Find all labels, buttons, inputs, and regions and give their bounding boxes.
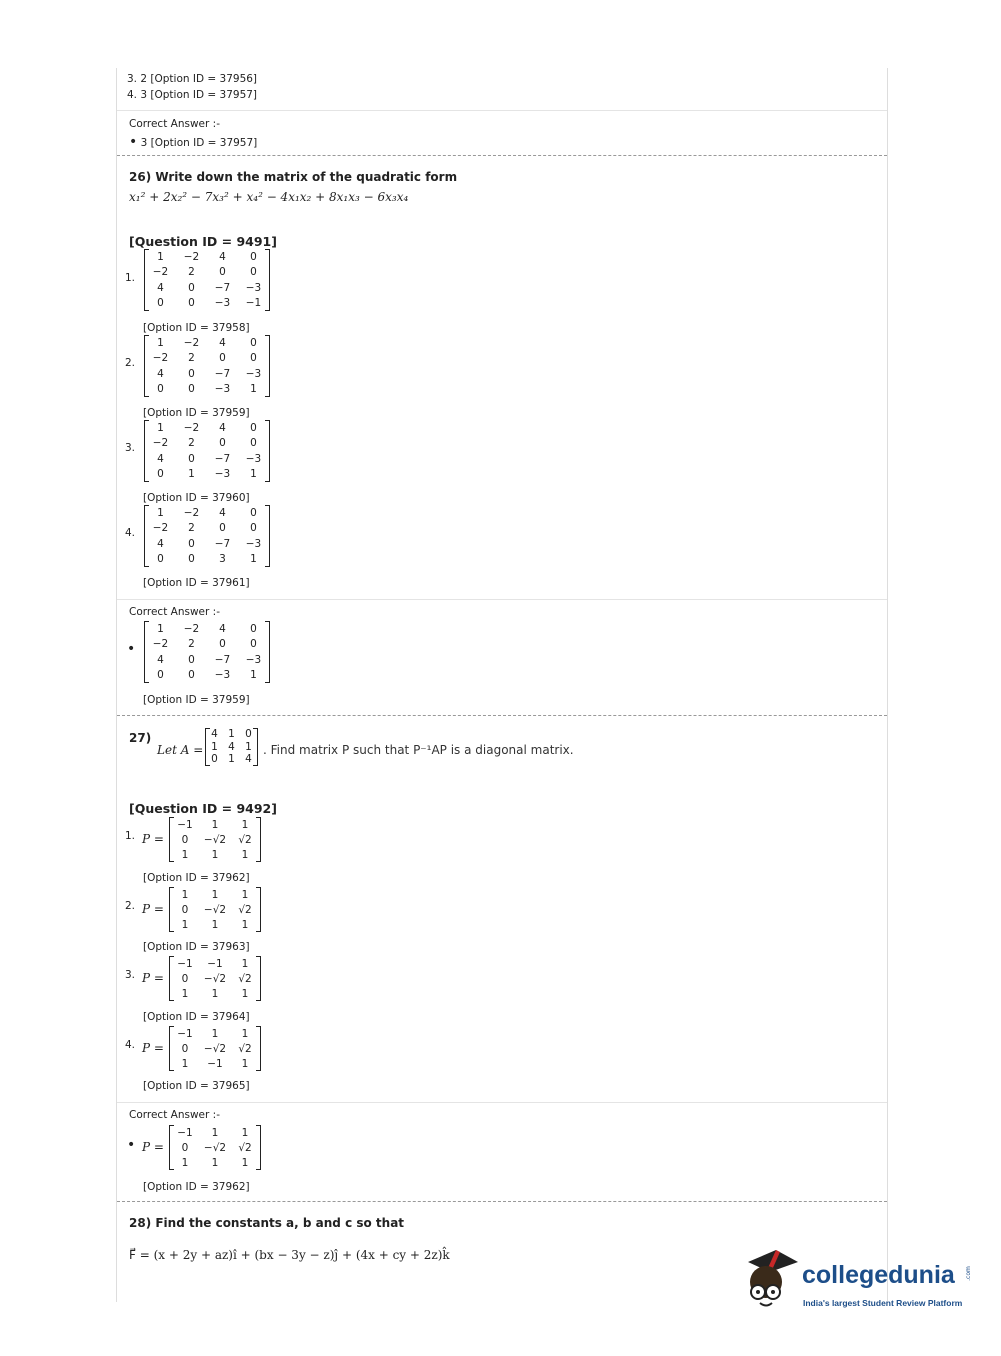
matrix-cell: 4 <box>219 336 226 349</box>
matrix-cell: −√2 <box>203 972 227 985</box>
matrix-row <box>170 1056 260 1071</box>
correct-answer-label: Correct Answer :- <box>129 606 220 618</box>
correct-answer: • 3 [Option ID = 37957] <box>129 134 258 150</box>
question-number: 27) <box>129 731 152 745</box>
matrix-cell: 1 <box>241 818 249 831</box>
matrix-cell: 4 <box>157 452 164 465</box>
matrix-cell: 0 <box>219 522 226 535</box>
matrix-cell: −1 <box>177 1126 193 1139</box>
matrix-cell: 0 <box>188 367 195 380</box>
option-id: [Option ID = 37964] <box>143 1011 250 1023</box>
matrix-cell: 1 <box>250 383 257 396</box>
matrix-cell: 1 <box>157 421 164 434</box>
matrix-cell: −2 <box>183 421 200 434</box>
matrix-cell: 4 <box>157 537 164 550</box>
matrix-cell: −3 <box>245 653 262 666</box>
matrix-row <box>145 505 269 521</box>
option-id: [Option ID = 37963] <box>143 941 250 953</box>
logo-suffix: .com <box>964 1266 972 1281</box>
matrix-cell: 0 <box>219 352 226 365</box>
option-matrix <box>144 420 270 482</box>
matrix-cell: 4 <box>219 622 226 635</box>
matrix-cell: 4 <box>219 250 226 263</box>
matrix-cell: 0 <box>181 1042 189 1055</box>
matrix-row <box>145 652 269 668</box>
matrix-row <box>145 420 269 436</box>
matrix-cell: 0 <box>157 383 164 396</box>
collegedunia-logo <box>740 1248 970 1318</box>
option-number: 3. <box>125 442 136 454</box>
matrix-cell: 4 <box>157 281 164 294</box>
matrix-cell: −1 <box>207 1057 223 1070</box>
matrix-cell: 0 <box>181 1141 189 1154</box>
matrix-cell: 1 <box>211 987 219 1000</box>
option-matrix <box>169 956 261 1001</box>
matrix-row <box>145 335 269 351</box>
answer-option-id: [Option ID = 37962] <box>143 1181 250 1193</box>
divider <box>117 599 887 600</box>
document-page <box>116 68 888 1302</box>
matrix-cell: 1 <box>250 468 257 481</box>
question-separator <box>117 1201 887 1202</box>
matrix-cell: 0 <box>188 653 195 666</box>
question-title: 28) Find the constants a, b and c so that <box>129 1216 405 1230</box>
matrix-cell: −3 <box>245 281 262 294</box>
matrix-cell: −2 <box>152 352 169 365</box>
matrix-cell: 0 <box>188 383 195 396</box>
option-matrix <box>169 887 261 932</box>
matrix-cell: 3 <box>219 553 226 566</box>
matrix-cell: 0 <box>157 297 164 310</box>
matrix-cell: 1 <box>228 753 235 766</box>
matrix-cell: √2 <box>238 833 252 846</box>
option-matrix <box>144 249 270 311</box>
matrix-row <box>145 621 269 637</box>
matrix-cell: 0 <box>211 753 218 766</box>
matrix-row <box>145 451 269 467</box>
p-label: P = <box>142 1041 164 1055</box>
matrix-cell: √2 <box>238 903 252 916</box>
matrix-row <box>170 817 260 832</box>
matrix-cell: 1 <box>211 848 219 861</box>
matrix-row <box>145 552 269 568</box>
question-title: 26) Write down the matrix of the quadratic form <box>129 170 458 184</box>
matrix-cell: √2 <box>238 1141 252 1154</box>
matrix-cell: 1 <box>181 987 189 1000</box>
matrix-row <box>145 467 269 483</box>
matrix-cell: 0 <box>181 903 189 916</box>
option-matrix <box>169 1026 261 1071</box>
matrix-cell: 0 <box>219 437 226 450</box>
matrix-cell: −√2 <box>203 903 227 916</box>
matrix-cell: 0 <box>250 266 257 279</box>
answer-matrix <box>169 1125 261 1170</box>
matrix-row <box>145 521 269 537</box>
matrix-row <box>170 847 260 862</box>
matrix-cell: 2 <box>188 638 195 651</box>
answer-bullet: • <box>127 1137 136 1153</box>
matrix-cell: 0 <box>250 352 257 365</box>
matrix-cell: 0 <box>188 452 195 465</box>
matrix-cell: −3 <box>214 669 231 682</box>
matrix-cell: 0 <box>157 468 164 481</box>
matrix-cell: −7 <box>214 452 231 465</box>
option-matrix <box>144 505 270 567</box>
correct-answer-label: Correct Answer :- <box>129 118 220 130</box>
matrix-cell: 1 <box>250 669 257 682</box>
p-label: P = <box>142 832 164 846</box>
matrix-cell: 0 <box>245 728 252 741</box>
matrix-cell: −1 <box>207 957 223 970</box>
vector-field-expression: F⃗ = (x + 2y + az)î + (bx − 3y − z)ĵ + (4x + cy + 2z)k̂ <box>129 1248 450 1262</box>
matrix-row <box>206 728 257 741</box>
matrix-cell: −2 <box>183 622 200 635</box>
matrix-cell: 0 <box>250 437 257 450</box>
question-text: . Find matrix P such that P⁻¹AP is a diagonal matrix. <box>263 743 574 757</box>
matrix-cell: 0 <box>250 522 257 535</box>
matrix-cell: 1 <box>211 1027 219 1040</box>
matrix-cell: 1 <box>181 888 189 901</box>
option-id: [Option ID = 37959] <box>143 407 250 419</box>
matrix-row <box>145 265 269 281</box>
matrix-cell: 1 <box>211 1156 219 1169</box>
matrix-cell: 4 <box>228 740 235 753</box>
matrix-cell: −2 <box>183 250 200 263</box>
matrix-row <box>170 971 260 986</box>
matrix-row <box>170 1026 260 1041</box>
matrix-cell: 1 <box>241 1126 249 1139</box>
logo-wordmark: collegedunia <box>802 1261 955 1289</box>
matrix-row <box>206 741 257 754</box>
matrix-cell: 0 <box>181 833 189 846</box>
matrix-cell: −1 <box>177 1027 193 1040</box>
logo-tagline: India's largest Student Review Platform <box>803 1298 963 1308</box>
matrix-cell: 1 <box>157 506 164 519</box>
matrix-row <box>145 536 269 552</box>
option-number: 3. <box>125 969 136 981</box>
matrix-cell: 0 <box>250 506 257 519</box>
matrix-cell: 1 <box>211 888 219 901</box>
matrix-cell: 0 <box>188 281 195 294</box>
matrix-row <box>170 832 260 847</box>
matrix-cell: 4 <box>219 421 226 434</box>
option-number: 2. <box>125 900 136 912</box>
matrix-cell: 1 <box>241 918 249 931</box>
matrix-cell: −√2 <box>203 833 227 846</box>
option-number: 1. <box>125 272 136 284</box>
matrix-cell: 1 <box>157 336 164 349</box>
matrix-cell: 1 <box>245 740 252 753</box>
matrix-cell: −3 <box>245 537 262 550</box>
matrix-cell: 0 <box>250 638 257 651</box>
matrix-cell: 0 <box>250 336 257 349</box>
matrix-cell: 0 <box>250 250 257 263</box>
matrix-cell: 0 <box>188 553 195 566</box>
option-number: 4. <box>125 527 136 539</box>
matrix-cell: 0 <box>157 553 164 566</box>
option-id: [Option ID = 37965] <box>143 1080 250 1092</box>
matrix-cell: 1 <box>211 818 219 831</box>
p-label: P = <box>142 902 164 916</box>
matrix-cell: 1 <box>181 848 189 861</box>
option-number: 4. <box>125 1039 136 1051</box>
matrix-cell: 4 <box>211 728 218 741</box>
matrix-cell: −7 <box>214 653 231 666</box>
matrix-row <box>145 668 269 684</box>
matrix-cell: 2 <box>188 437 195 450</box>
matrix-row <box>145 436 269 452</box>
matrix-cell: 4 <box>157 367 164 380</box>
matrix-cell: 1 <box>181 1156 189 1169</box>
matrix-cell: −7 <box>214 367 231 380</box>
matrix-cell: −1 <box>177 957 193 970</box>
matrix-cell: 4 <box>219 506 226 519</box>
p-label: P = <box>142 971 164 985</box>
matrix-row <box>170 956 260 971</box>
quadratic-form-expression: x₁² + 2x₂² − 7x₃² + x₄² − 4x₁x₂ + 8x₁x₃ − 6x₃x₄ <box>129 190 409 204</box>
matrix-cell: −1 <box>177 818 193 831</box>
option-item: 4. 3 [Option ID = 37957] <box>127 89 258 101</box>
matrix-row <box>170 1125 260 1140</box>
matrix-row <box>206 753 257 766</box>
matrix-cell: 0 <box>219 266 226 279</box>
matrix-row <box>145 296 269 312</box>
matrix-row <box>170 902 260 917</box>
option-number: 2. <box>125 357 136 369</box>
answer-bullet: • <box>127 641 136 657</box>
option-id: [Option ID = 37958] <box>143 322 250 334</box>
option-id: [Option ID = 37961] <box>143 577 250 589</box>
matrix-cell: −2 <box>183 506 200 519</box>
matrix-cell: 0 <box>188 297 195 310</box>
matrix-cell: 1 <box>211 918 219 931</box>
matrix-cell: −3 <box>245 452 262 465</box>
matrix-cell: 1 <box>181 918 189 931</box>
option-item: 3. 2 [Option ID = 37956] <box>127 73 258 85</box>
matrix-cell: 1 <box>157 622 164 635</box>
matrix-cell: 1 <box>241 957 249 970</box>
matrix-cell: −2 <box>183 336 200 349</box>
matrix-cell: 0 <box>181 972 189 985</box>
answer-option-id: [Option ID = 37959] <box>143 694 250 706</box>
question-separator <box>117 715 887 716</box>
p-label: P = <box>142 1140 164 1154</box>
matrix-cell: 2 <box>188 522 195 535</box>
option-matrix <box>169 817 261 862</box>
question-id: [Question ID = 9491] <box>129 234 277 249</box>
matrix-row <box>145 280 269 296</box>
matrix-cell: √2 <box>238 1042 252 1055</box>
question-id: [Question ID = 9492] <box>129 801 277 816</box>
question-separator <box>117 155 887 156</box>
matrix-cell: 1 <box>157 250 164 263</box>
matrix-cell: 1 <box>241 1156 249 1169</box>
matrix-cell: 1 <box>188 468 195 481</box>
matrix-cell: −3 <box>214 383 231 396</box>
option-id: [Option ID = 37960] <box>143 492 250 504</box>
matrix-cell: 4 <box>157 653 164 666</box>
option-matrix <box>144 335 270 397</box>
matrix-cell: 2 <box>188 266 195 279</box>
matrix-cell: 0 <box>250 622 257 635</box>
matrix-row <box>170 1041 260 1056</box>
matrix-cell: 0 <box>219 638 226 651</box>
matrix-cell: −7 <box>214 537 231 550</box>
matrix-row <box>145 382 269 398</box>
matrix-cell: −7 <box>214 281 231 294</box>
matrix-cell: 0 <box>157 669 164 682</box>
matrix-cell: −3 <box>245 367 262 380</box>
divider <box>117 1102 887 1103</box>
matrix-cell: 4 <box>245 753 252 766</box>
matrix-cell: −2 <box>152 638 169 651</box>
matrix-cell: −√2 <box>203 1141 227 1154</box>
matrix-row <box>170 887 260 902</box>
matrix-cell: 0 <box>188 669 195 682</box>
matrix-cell: 1 <box>211 740 218 753</box>
matrix-cell: −2 <box>152 522 169 535</box>
matrix-cell: 0 <box>250 421 257 434</box>
matrix-cell: 1 <box>241 888 249 901</box>
matrix-row <box>170 986 260 1001</box>
matrix-cell: 1 <box>241 848 249 861</box>
mascot-icon <box>740 1248 800 1310</box>
matrix-row <box>145 366 269 382</box>
option-id: [Option ID = 37962] <box>143 872 250 884</box>
matrix-cell: √2 <box>238 972 252 985</box>
matrix-cell: 1 <box>241 987 249 1000</box>
matrix-cell: 1 <box>228 728 235 741</box>
matrix-cell: 1 <box>241 1057 249 1070</box>
matrix-cell: 1 <box>181 1057 189 1070</box>
matrix-row <box>145 351 269 367</box>
matrix-cell: −2 <box>152 437 169 450</box>
matrix-cell: 1 <box>241 1027 249 1040</box>
matrix-row <box>170 1140 260 1155</box>
matrix-row <box>170 917 260 932</box>
divider <box>117 110 887 111</box>
answer-matrix <box>144 621 270 683</box>
matrix-cell: 0 <box>188 537 195 550</box>
matrix-cell: −1 <box>245 297 262 310</box>
matrix-cell: 2 <box>188 352 195 365</box>
matrix-a <box>205 728 258 766</box>
matrix-cell: −3 <box>214 297 231 310</box>
question-let: Let A = <box>157 743 204 757</box>
matrix-row <box>145 249 269 265</box>
option-number: 1. <box>125 830 136 842</box>
matrix-row <box>170 1155 260 1170</box>
matrix-cell: −2 <box>152 266 169 279</box>
matrix-cell: 1 <box>250 553 257 566</box>
matrix-row <box>145 637 269 653</box>
matrix-cell: −√2 <box>203 1042 227 1055</box>
matrix-cell: 1 <box>211 1126 219 1139</box>
matrix-cell: −3 <box>214 468 231 481</box>
correct-answer-label: Correct Answer :- <box>129 1109 220 1121</box>
